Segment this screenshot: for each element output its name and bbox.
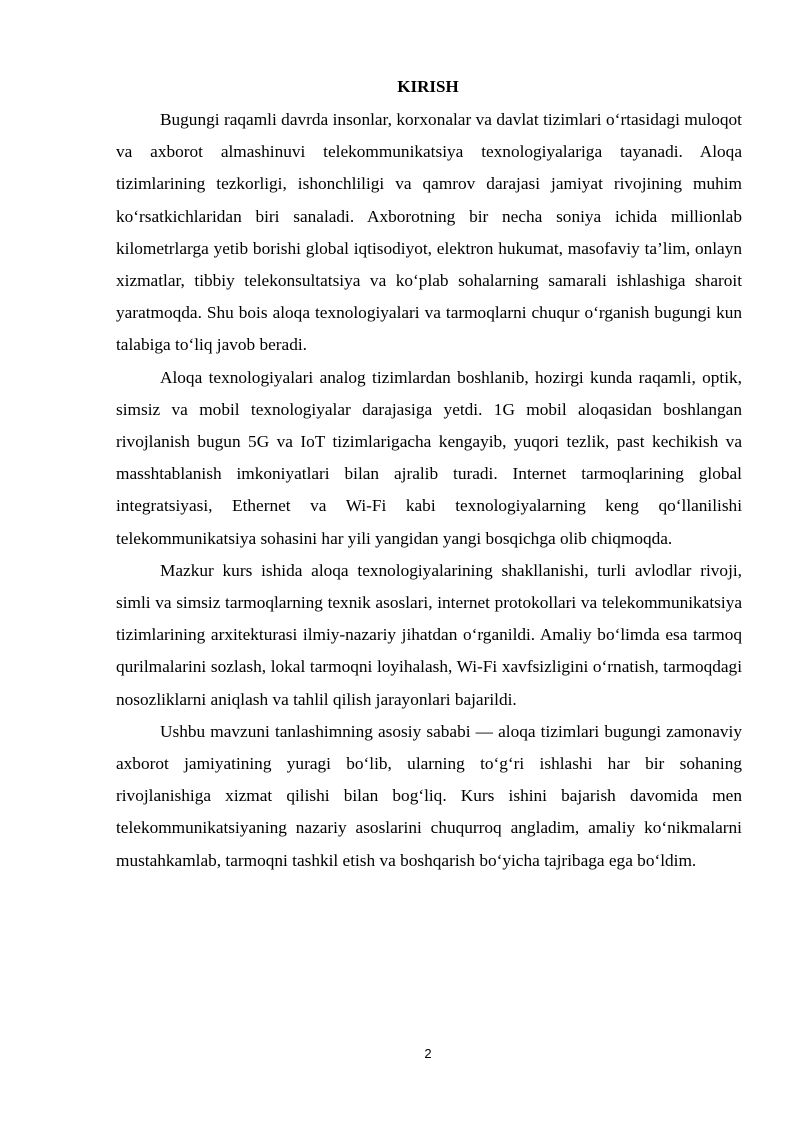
body-text [116, 104, 742, 877]
paragraph-1: Bugungi raqamli davrda insonlar, korxonalar va davlat tizimlari o‘rtasidagi muloqot va axborot almashinuvi telekommunikatsiya texnologiyalariga tayanadi. Aloqa tizimlarining tezkorligi, ishonchliligi va qamrov darajasi jamiyat rivojining muhim ko‘rsatkichlaridan biri sanaladi. Axborotning bir necha soniya ichida millionlab kilometrlarga yetib borishi global iqtisodiyot, elektron hukumat, masofaviy ta’lim, onlayn xizmatlar, tibbiy telekonsultatsiya va ko‘plab sohalarning samarali ishlashiga sharoit yaratmoqda. Shu bois aloqa texnologiyalari va tarmoqlarni chuqur o‘rganish bugungi kun talabiga to‘liq javob beradi. [116, 110, 742, 355]
page-number: 2 [424, 1046, 432, 1061]
paragraph-2: Aloqa texnologiyalari analog tizimlardan boshlanib, hozirgi kunda raqamli, optik, simsiz va mobil texnologiyalar darajasiga yetdi. 1G mobil aloqasidan boshlangan rivojlanish bugun 5G va IoT tizimlarigacha kengayib, yuqori tezlik, past kechikish va masshtablanish imkoniyatlari bilan ajralib turadi. Internet tarmoqlarining global integratsiyasi, Ethernet va Wi-Fi kabi texnologiyalarning keng qo‘llanilishi telekommunikatsiya sohasini har yili yangidan yangi bosqichga olib chiqmoqda. [116, 367, 742, 548]
paragraph-4: Ushbu mavzuni tanlashimning asosiy sababi — aloqa tizimlari bugungi zamonaviy axborot jamiyatining yuragi bo‘lib, ularning to‘g‘ri ishlashi har bir sohaning rivojlanishiga xizmat qilishi bilan bog‘liq. Kurs ishini bajarish davomida men telekommunikatsiyaning nazariy asoslarini chuqurroq angladim, amaliy ko‘nikmalarni mustahkamlab, tarmoqni tashkil etish va boshqarish bo‘yicha tajribaga ega bo‘ldim. [116, 721, 742, 870]
paragraph-3: Mazkur kurs ishida aloqa texnologiyalarining shakllanishi, turli avlodlar rivoji, simli va simsiz tarmoqlarning texnik asoslari, internet protokollari va telekommunikatsiya tizimlarining arxitekturasi ilmiy-nazariy jihatdan o‘rganildi. Amaliy bo‘limda esa tarmoq qurilmalarini sozlash, lokal tarmoqni loyihalash, Wi-Fi xavfsizligini o‘rnatish, tarmoqdagi nosozliklarni aniqlash va tahlil qilish jarayonlari bajarildi. [116, 560, 742, 709]
section-title: KIRISH [397, 77, 459, 96]
